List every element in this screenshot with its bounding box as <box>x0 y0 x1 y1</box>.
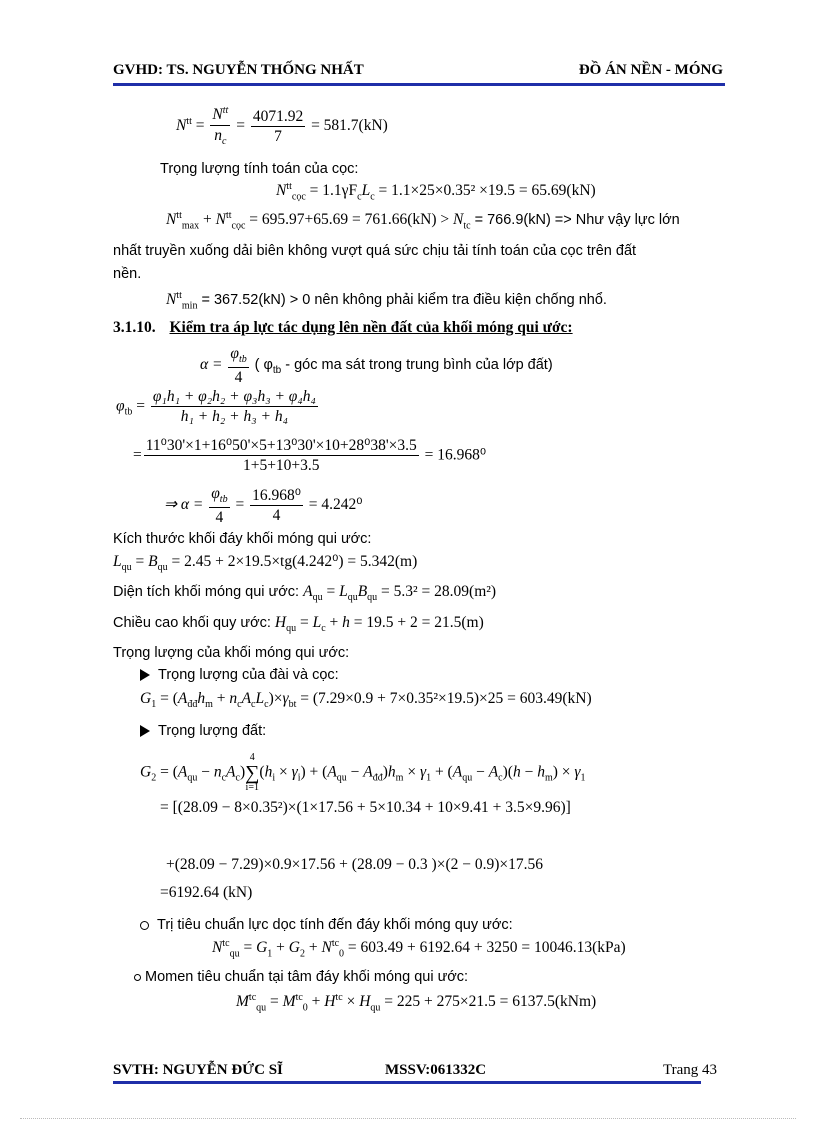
formula-area: Diện tích khối móng qui ước: $A_{qu} = L_{qu}B_{qu} = 5.3^2 = 28.09(m^2)$ <box>113 583 497 604</box>
formula-g2: $G_2 = (A_{qu} - n_cA_c)4$ ∑ $i=1(h_i \times \gamma_i) + (A_{qu} - A_{đđ})h_m \times \gamma_1 + (A_{qu} - A_c)(h - h_m) \times \gamma_1$ <box>140 752 586 793</box>
arrow-bullet-icon <box>140 669 150 681</box>
formula-pile-weight: $N^{tt}_{cọc} = 1.1\gamma F_cL_c = 1.1\times 25\times 0.35^2 \times 19.5 = 65.69(kN)$ <box>276 181 596 203</box>
text-weight-label: Trọng lượng của khối móng qui ước: <box>113 645 350 661</box>
formula-ntt: $N^{tt}$ = $\frac{N^{tt}}{n_c}$ = $\frac{4071.92}{7}$ = 581.7(kN) <box>176 105 388 147</box>
bullet-standard-axial-force: Trị tiêu chuẩn lực dọc tính đến đáy khối móng quy ước: <box>140 917 513 933</box>
text-conclusion-1: nhất truyền xuống dải biên không vượt quá sức chịu tải tính toán của cọc trên đất <box>113 243 637 259</box>
formula-alpha: α = $\frac{\varphi_{tb}}{4}$ ( $\varphi_{tb}$ - góc ma sát trong trung bình của lớp đất) <box>200 345 553 386</box>
bullet-cap-pile-weight: Trọng lượng của đài và cọc: <box>140 667 339 683</box>
formula-height: Chiều cao khối quy ước: $H_{qu} = L_c + h = 19.5 + 2 = 21.5(m)$ <box>113 614 484 635</box>
formula-g2-values-2: +(28.09 − 7.29)×0.9×17.56 + (28.09 − 0.3 )×(2 − 0.9)×17.56 <box>166 856 544 873</box>
footer-rule <box>113 1081 701 1084</box>
circle-bullet-icon <box>140 921 149 930</box>
text-conclusion-2: nền. <box>113 266 142 282</box>
formula-alpha-result: ⇒ α = $\frac{\varphi_{tb}}{4}$ = $\frac{\text{16.968⁰}}{4}$ = 4.242⁰ <box>164 485 363 526</box>
header-rule <box>113 83 725 86</box>
formula-nqu: $N^{tc}_{qu} = G_1 + G_2 + N^{tc}_0 = 603.49 + 6192.64 + 3250 = 10046.13(kPa)$ <box>212 938 626 960</box>
footer-student-name: SVTH: NGUYỄN ĐỨC SĨ <box>113 1062 283 1078</box>
formula-phi-tb: $\varphi_{tb}$ = $\frac{\text{φ₁h₁ + φ₂h₂ + φ₃h₃ + φ₄h₄}}{\text{h₁ + h₂ + h₃ + h₄}}$ <box>116 388 316 426</box>
bullet-soil-weight: Trọng lượng đất: <box>140 723 266 739</box>
formula-g1: $G_1 = (A_{đđ}h_m + n_cA_cL_c)\times\gamma_{bt} = (7.29\times 0.9 + 7\times 0.35^2\times 19.5)\times 25 = 603.49(kN)$ <box>140 690 592 711</box>
formula-nmin: $N^{tt}_{min} = 367.52(kN) > 0$ nên không phải kiểm tra điều kiện chống nhổ. <box>166 290 607 312</box>
text-base-dims-label: Kích thước khối đáy khối móng qui ước: <box>113 531 372 547</box>
page-header <box>113 62 723 82</box>
formula-mqu: $M^{tc}_{qu} = M^{tc}_0 + H^{tc} \times H_{qu} = 225 + 275\times 21.5 = 6137.5(kNm)$ <box>236 992 597 1014</box>
formula-g2-result: =6192.64 (kN) <box>160 884 253 901</box>
circle-bullet-icon <box>134 974 141 981</box>
section-heading <box>113 319 573 337</box>
page-footer <box>113 1062 725 1082</box>
text-pile-weight-label: Trọng lượng tính toán của cọc: <box>160 161 359 177</box>
section-title: Kiểm tra áp lực tác dụng lên nền đất của khối móng qui ước: <box>169 319 573 336</box>
section-number: 3.1.10. <box>113 319 156 336</box>
footer-student-id: MSSV:061332C <box>385 1062 487 1078</box>
page-edge-dotted-line <box>20 1118 796 1119</box>
formula-phi-tb-values: = $\frac{\text{11⁰30'×1+16⁰50'×5+13⁰30'×10+28⁰38'×3.5}}{1+5+10+3.5}$ = 16.968⁰ <box>133 437 487 475</box>
header-instructor: GVHD: TS. NGUYỄN THỐNG NHẤT <box>113 62 364 78</box>
formula-lqu: $L_{qu} = B_{qu} = 2.45 + 2\times 19.5\times tg(4.242^0) = 5.342(m)$ <box>113 553 418 574</box>
formula-g2-values-1: = [(28.09 − 8×0.35²)×(1×17.56 + 5×10.34 + 10×9.41 + 3.5×9.96)] <box>160 799 571 816</box>
arrow-bullet-icon <box>140 725 150 737</box>
footer-page-number: Trang 43 <box>662 1062 717 1078</box>
bullet-standard-moment: Momen tiêu chuẩn tại tâm đáy khối móng qui ước: <box>134 969 468 985</box>
header-project-title: ĐỒ ÁN NỀN - MÓNG <box>578 62 723 78</box>
formula-nmax: $N^{tt}_{max} + N^{tt}_{cọc} = 695.97+65.69 = 761.66(kN) > N_{tc} = 766.9(kN)$ => Như vậy lực lớn <box>166 210 680 232</box>
